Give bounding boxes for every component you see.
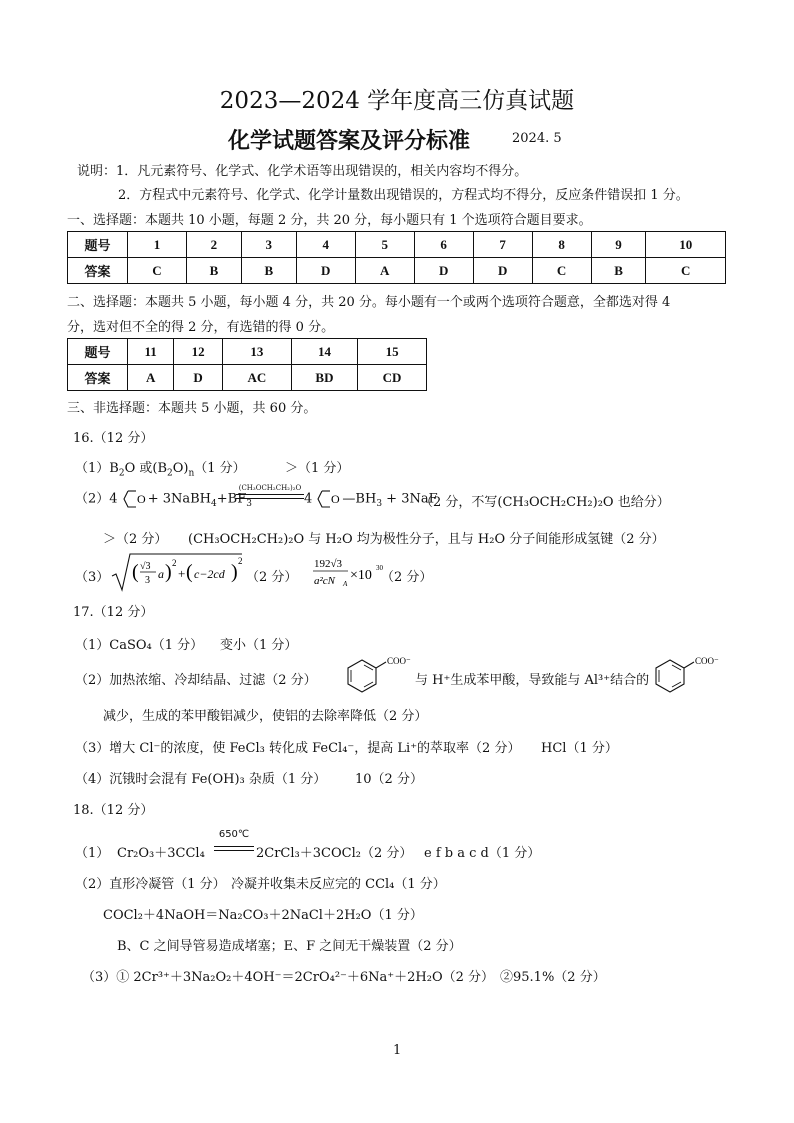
q16-p2-naf: + 3NaF	[382, 491, 438, 507]
q16-p2-bh3-sub: 3	[376, 499, 383, 510]
table-row-answers	[68, 258, 726, 284]
table-cell-answer: D	[174, 365, 223, 391]
q16-p3-score2: （2 分）	[381, 570, 433, 585]
q17-part1b: 变小（1 分）	[220, 638, 298, 653]
table-label-answer: 答案	[68, 258, 128, 284]
table-cell-answer: B	[241, 258, 296, 284]
table-cell-number: 2	[186, 232, 241, 258]
q16-density-formula	[312, 552, 392, 592]
q16-p2-line2-b: (CH₃OCH₂CH₂)₂O 与 H₂O 均为极性分子，且与 H₂O 分子间能形成氢键（2 分）	[188, 532, 665, 547]
table-cell-answer: D	[296, 258, 355, 284]
section-1-heading: 一、选择题：本题共 10 小题，每题 2 分，共 20 分，每小题只有 1 个选项符合题目要求。	[67, 213, 592, 228]
q17-part2-mid: 与 H⁺生成苯甲酸，导致能与 Al³⁺结合的	[415, 673, 650, 688]
q16-part2	[75, 487, 252, 511]
benzoate-icon	[342, 650, 414, 698]
q17-part2-a: （2）加热浓缩、冷却结晶、过滤（2 分）	[75, 673, 317, 688]
table-cell-number: 10	[646, 232, 726, 258]
formula-sqrt3: √3	[140, 561, 151, 572]
q16-p1-sub-a: 2	[118, 468, 125, 479]
q18-part3-a: （3）① 2Cr³⁺＋3Na₂O₂＋4OH⁻＝2CrO₄²⁻＋6Na⁺＋2H₂O（2 分）	[82, 970, 495, 985]
table-cell-answer: B	[591, 258, 646, 284]
benzoate-label: COO⁻	[695, 656, 719, 666]
table-cell-number: 13	[222, 339, 291, 365]
formula-c-2cd: c−2cd	[194, 567, 225, 581]
reaction-equals	[214, 846, 254, 851]
q16-part1	[75, 457, 246, 479]
svg-text:(: (	[186, 561, 193, 583]
table-cell-answer: CD	[358, 365, 427, 391]
section-3-heading: 三、非选择题：本题共 5 小题，共 60 分。	[67, 401, 317, 416]
table-cell-answer: C	[128, 258, 187, 284]
q16-p2-bf3: +BF	[216, 491, 247, 507]
table-label-answer: 答案	[68, 365, 128, 391]
q18-part2-b: 冷凝并收集未反应完的 CCl₄（1 分）	[231, 877, 446, 892]
q16-sqrt-formula	[110, 552, 245, 592]
q16-p1-label: （1）	[75, 461, 110, 476]
q16-p3-score1: （2 分）	[246, 570, 298, 585]
q18-p1-order: e f b a c d（1 分）	[424, 846, 541, 861]
q17-part4b: 10（2 分）	[355, 772, 423, 787]
formula-times-ten: ×10	[350, 568, 372, 583]
table-cell-answer: D	[414, 258, 473, 284]
q18-p1-condition: 650℃	[218, 829, 250, 840]
table-row-answers	[68, 365, 427, 391]
q16-p2-line2-a: ＞（2 分）	[103, 532, 168, 547]
reaction-arrow	[236, 494, 304, 499]
q16-p2-sub4: 4	[211, 499, 217, 510]
note-line-1: 说明：1．凡元素符号、化学式、化学术语等出现错误的，相关内容均不得分。	[77, 164, 528, 179]
table-cell-number: 12	[174, 339, 223, 365]
table-cell-answer: B	[186, 258, 241, 284]
table-label-question: 题号	[68, 232, 128, 258]
formula-exponent: 30	[376, 564, 383, 572]
benzoate-label: COO⁻	[387, 656, 411, 666]
table-cell-answer: C	[646, 258, 726, 284]
svg-text:): )	[165, 561, 172, 583]
q18-part3-b: ②95.1%（2 分）	[500, 970, 606, 985]
table-row-numbers	[68, 232, 726, 258]
thf-ring-icon	[316, 487, 342, 511]
svg-text:2: 2	[238, 556, 243, 566]
table-cell-number: 7	[473, 232, 532, 258]
ring-oxygen-label: O	[136, 492, 146, 506]
q16-p2-coef-left: 4	[109, 491, 118, 507]
table-cell-answer: A	[355, 258, 414, 284]
table-cell-number: 4	[296, 232, 355, 258]
q16-p1-sub-c: n	[188, 468, 195, 479]
thf-ring-icon	[122, 487, 148, 511]
ring-oxygen-label: O	[331, 492, 341, 506]
formula-numerator: 192√3	[314, 558, 343, 570]
q16-p2-note: （2 分，不写(CH₃OCH₂CH₂)₂O 也给分）	[420, 495, 670, 510]
table-cell-number: 6	[414, 232, 473, 258]
q17-part4: （4）沉锇时会混有 Fe(OH)₃ 杂质（1 分）	[75, 772, 327, 787]
table-cell-number: 5	[355, 232, 414, 258]
svg-text:+: +	[178, 566, 186, 581]
answer-table-1	[67, 231, 726, 284]
q17-part3b: HCl（1 分）	[541, 741, 618, 756]
q18-p1-right: 2CrCl₃＋3COCl₂（2 分）	[256, 846, 413, 861]
q18-part2-a: （2）直形冷凝管（1 分）	[75, 877, 226, 892]
q16-p1-sub-b: 2	[167, 468, 173, 479]
table-cell-number: 3	[241, 232, 296, 258]
q16-p2-label: （2）	[75, 491, 110, 507]
q16-p2-coef-right: 4	[304, 491, 313, 507]
q16-part2-products	[304, 487, 438, 511]
q16-p1-score: （1 分）	[194, 461, 246, 476]
q18-part2-eq: COCl₂＋4NaOH＝Na₂CO₃＋2NaCl＋2H₂O（1 分）	[103, 908, 423, 923]
table-cell-answer: AC	[222, 365, 291, 391]
table-cell-number: 9	[591, 232, 646, 258]
table-cell-number: 1	[128, 232, 187, 258]
section-2-heading-1: 二、选择题：本题共 5 小题，每小题 4 分，共 20 分。每小题有一个或两个选项符合题意，全都选对得 4	[67, 295, 671, 310]
table-row-numbers	[68, 339, 427, 365]
table-cell-number: 14	[291, 339, 357, 365]
q16-p2-reagents: + 3NaBH	[147, 491, 212, 507]
q16-p1-formula-b: O 或(B	[124, 461, 167, 476]
q16-p1-formula-a: B	[109, 461, 119, 476]
q16-p2-bh3: —BH	[342, 491, 377, 507]
benzoate-icon	[650, 650, 722, 698]
table-cell-answer: BD	[291, 365, 357, 391]
q16-p3-label: （3）	[75, 570, 110, 585]
table-cell-number: 15	[358, 339, 427, 365]
formula-a: a	[158, 567, 164, 581]
q17-part1: （1）CaSO₄（1 分）	[75, 638, 204, 653]
q16-p1-formula-c: O)	[172, 461, 189, 476]
table-label-question: 题号	[68, 339, 128, 365]
svg-text:): )	[231, 561, 238, 583]
svg-text:(: (	[132, 561, 139, 583]
page-title: 2023—2024 学年度高三仿真试题	[219, 88, 575, 114]
svg-text:2: 2	[172, 558, 177, 568]
table-cell-answer: A	[128, 365, 174, 391]
q18-part2-c: B、C 之间导管易造成堵塞；E、F 之间无干燥装置（2 分）	[117, 939, 462, 954]
table-cell-answer: C	[532, 258, 591, 284]
q18-p1-label: （1）	[75, 846, 110, 861]
table-cell-answer: D	[473, 258, 532, 284]
exam-date: 2024. 5	[512, 131, 562, 146]
q16-p1-answer2: ＞（1 分）	[285, 461, 350, 476]
q17-part3: （3）增大 Cl⁻的浓度，使 FeCl₃ 转化成 FeCl₄⁻，提高 Li⁺的萃取率（2 分）	[75, 741, 521, 756]
table-cell-number: 11	[128, 339, 174, 365]
note-line-2: 2．方程式中元素符号、化学式、化学计量数出现错误的，方程式均不得分，反应条件错误扣 1 分。	[118, 188, 689, 203]
formula-denominator-3: 3	[145, 575, 150, 586]
formula-denominator: a²cN	[314, 575, 336, 587]
table-cell-number: 8	[532, 232, 591, 258]
page-subtitle: 化学试题答案及评分标准	[228, 128, 471, 154]
q17-heading: 17.（12 分）	[73, 605, 154, 620]
q16-p2-condition: (CH₃OCH₂CH₂)₂O	[238, 484, 302, 492]
section-2-heading-2: 分，选对但不全的得 2 分，有选错的得 0 分。	[67, 320, 335, 335]
formula-denominator-sub: A	[343, 580, 348, 588]
q16-heading: 16.（12 分）	[73, 431, 154, 446]
answer-table-2	[67, 338, 427, 391]
q18-p1-left: Cr₂O₃＋3CCl₄	[117, 846, 205, 861]
page-number: 1	[393, 1043, 402, 1058]
q18-heading: 18.（12 分）	[73, 803, 154, 818]
q17-part2-cont: 减少，生成的苯甲酸铝减少，使铝的去除率降低（2 分）	[103, 709, 428, 724]
q16-p2-sub3: 3	[246, 499, 252, 510]
